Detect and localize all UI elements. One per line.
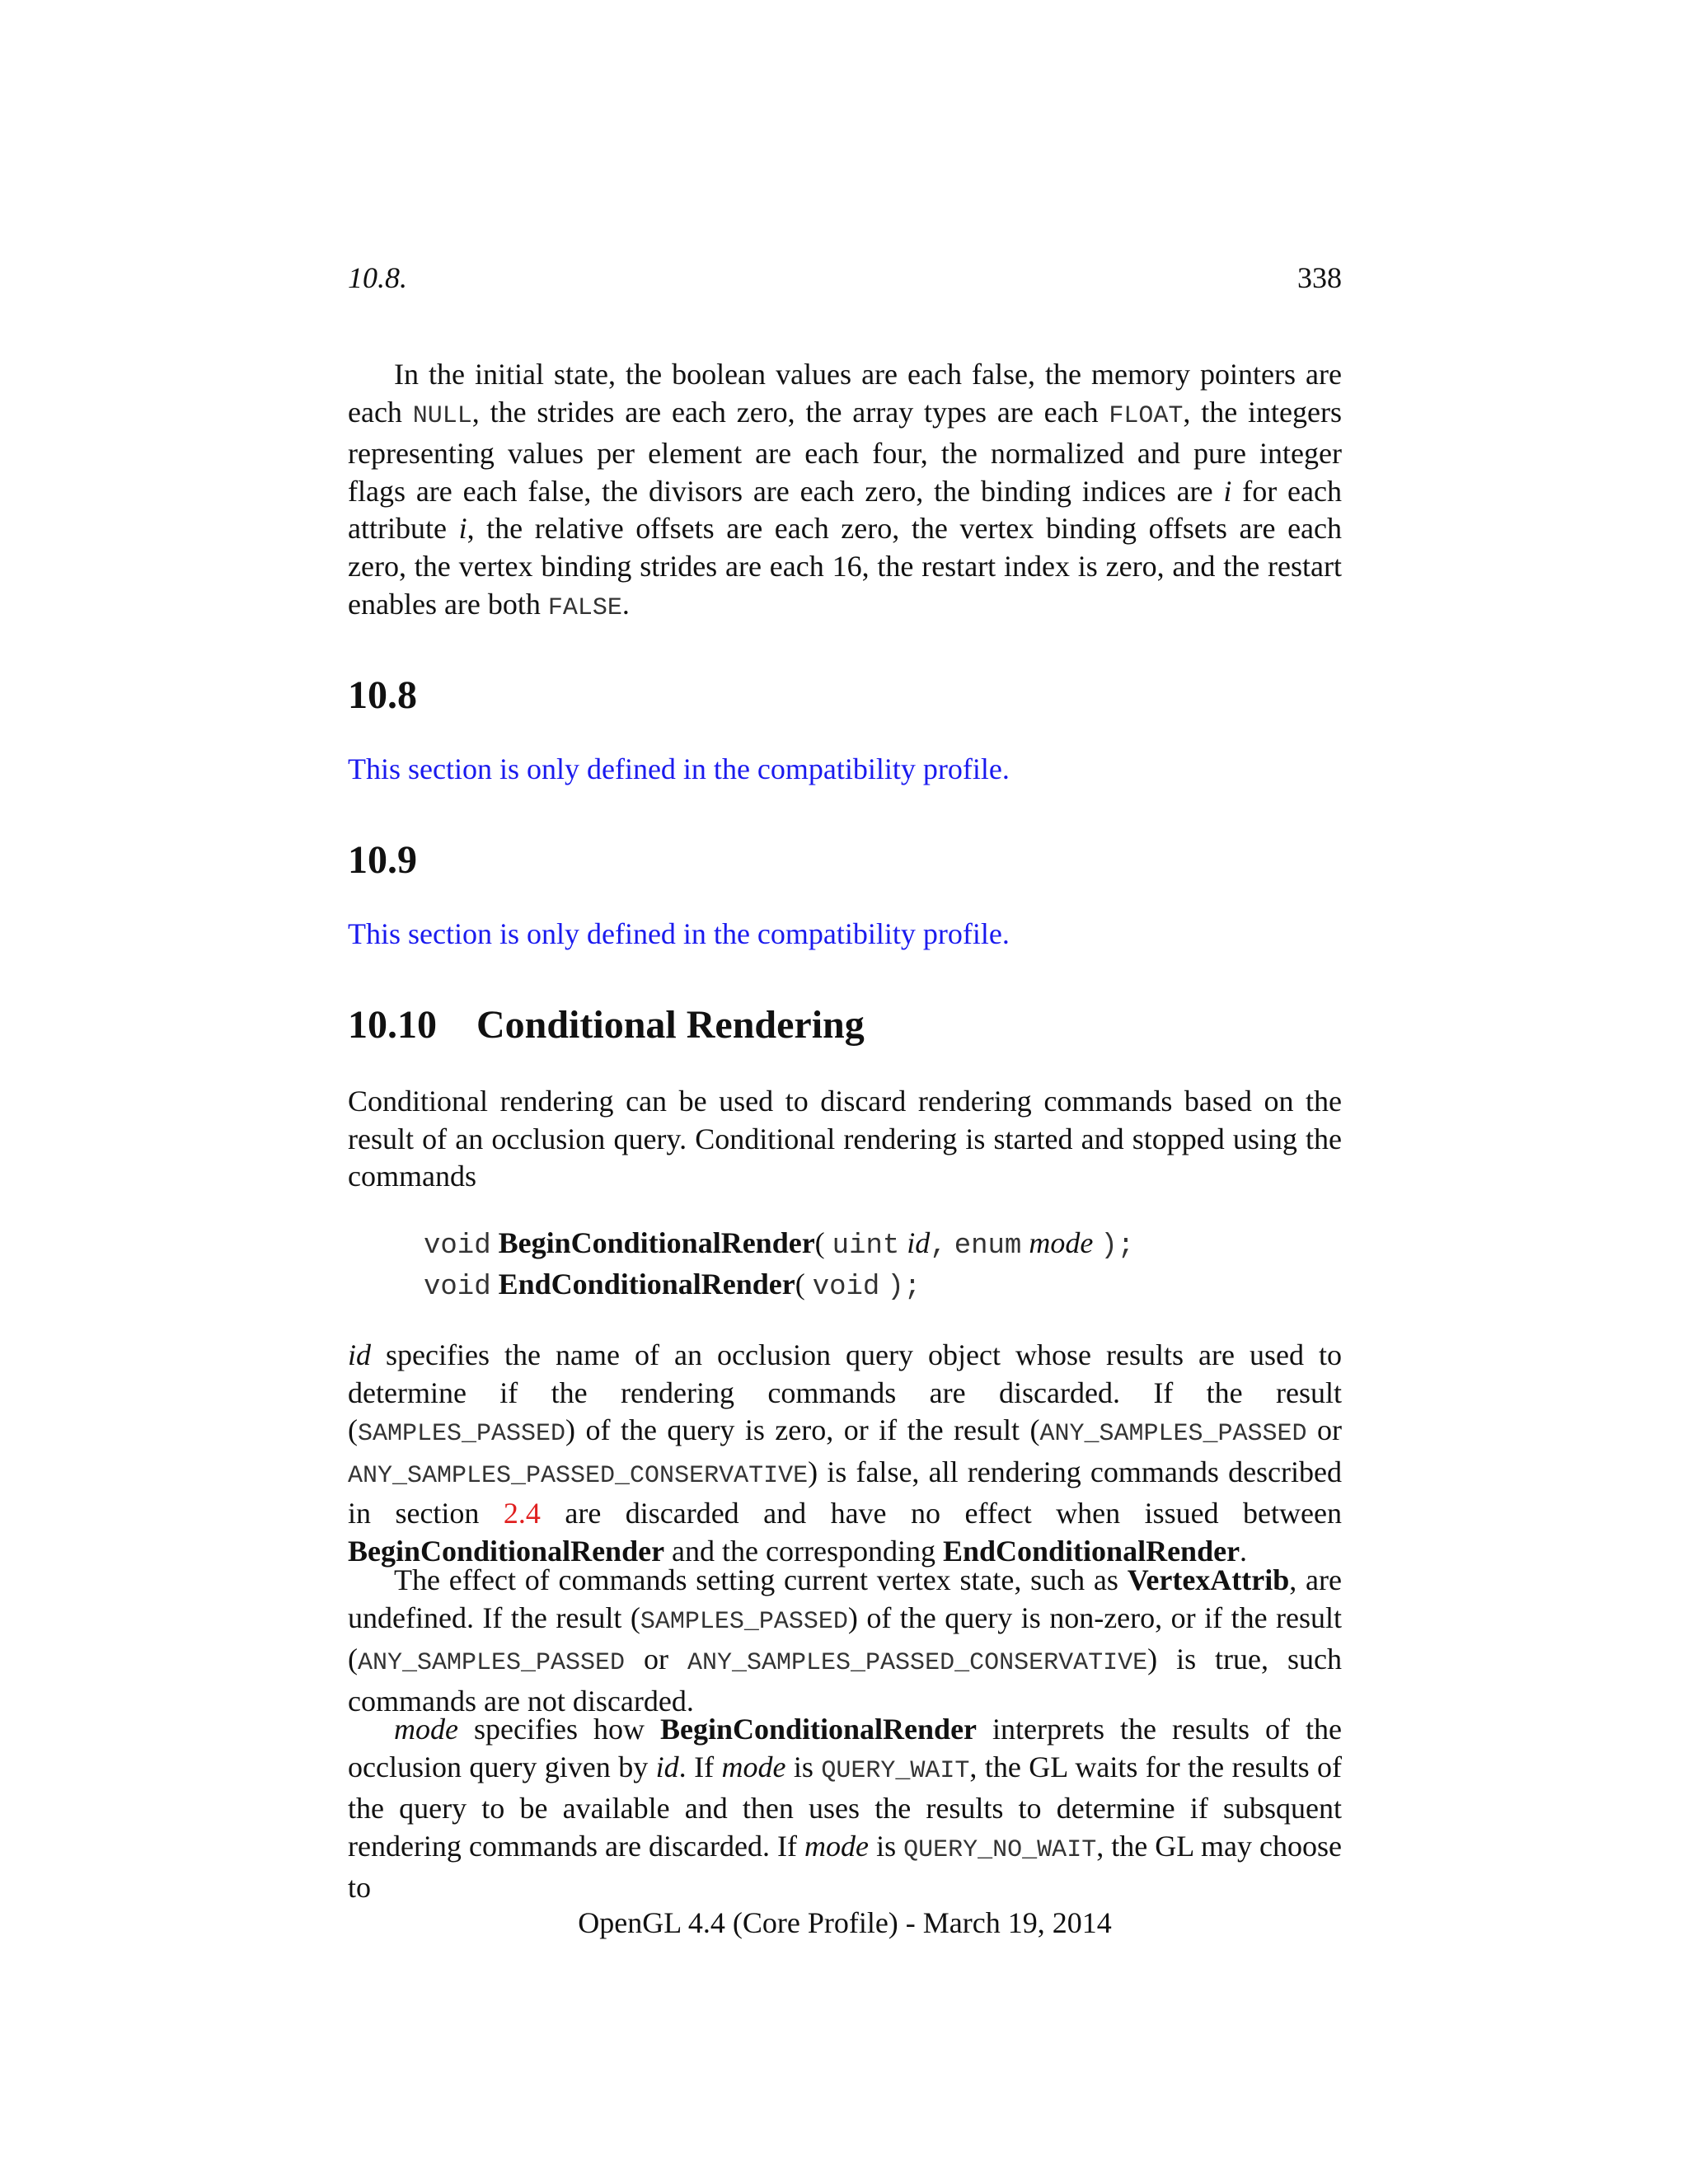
function-prototypes [424,1225,1134,1306]
vertex-state-paragraph: The effect of commands setting current vertex state, such as VertexAttrib, are undefined. If the result (SAMPLES_PASSED) of the query is non-zero, or if the result (ANY_SAMPLES_PASSED or ANY_SAMPLES_PASSED_CONSERVATIVE) is true, such commands are not discarded. [348,1563,1343,1718]
conditional-intro-paragraph: Conditional rendering can be used to discard rendering commands based on the result of an occlusion query. Conditional rendering is started and stopped using the commands [348,1085,1342,1193]
compatibility-note-link[interactable]: This section is only defined in the compatibility profile. [348,752,1010,785]
section-heading-10-10: 10.10 Conditional Rendering [348,1003,865,1047]
section-heading-10-8: 10.8 [348,673,417,717]
page-number: 338 [1297,261,1342,294]
prototype-end-conditional-render: void EndConditionalRender( void ); [424,1267,921,1303]
mode-parameter-paragraph: mode specifies how BeginConditionalRender interprets the results of the occlusion query given by id. If mode is QUERY_WAIT, the GL waits for the results of the query to be available and then uses the results to determine if subsquent rendering commands are discarded. If mode is QUERY_NO_WAIT, the GL may choose to [348,1713,1343,1905]
section-heading-10-9: 10.9 [348,838,417,882]
section-2-4-link[interactable]: 2.4 [503,1497,541,1530]
intro-paragraph: In the initial state, the boolean values are each false, the memory pointers are each NULL, the strides are each zero, the array types are each FLOAT, the integers representing values per element are each four, the normalized and pure integer flags are each false, the divisors are each zero, the binding indices are i for each attribute i, the relative offsets are each zero, the vertex binding offsets are each zero, the vertex binding strides are each 16, the restart index is zero, and the restart enables are both FALSE. [348,358,1343,622]
prototype-begin-conditional-render: void BeginConditionalRender( uint id, enum mode ); [424,1226,1135,1262]
header-section: 10.8. [348,261,407,294]
page-footer: OpenGL 4.4 (Core Profile) - March 19, 2014 [578,1906,1112,1939]
id-parameter-paragraph: id specifies the name of an occlusion query object whose results are used to determine if the rendering commands are discarded. If the result (SAMPLES_PASSED) of the query is zero, or if the result (ANY_SAMPLES_PASSED or ANY_SAMPLES_PASSED_CONSERVATIVE) is false, all rendering commands described in section 2.4 are discarded and have no effect when issued between BeginConditionalRender and the corresponding EndConditionalRender. [348,1338,1342,1568]
running-header [348,260,1342,302]
compatibility-note-link[interactable]: This section is only defined in the compatibility profile. [348,917,1010,950]
